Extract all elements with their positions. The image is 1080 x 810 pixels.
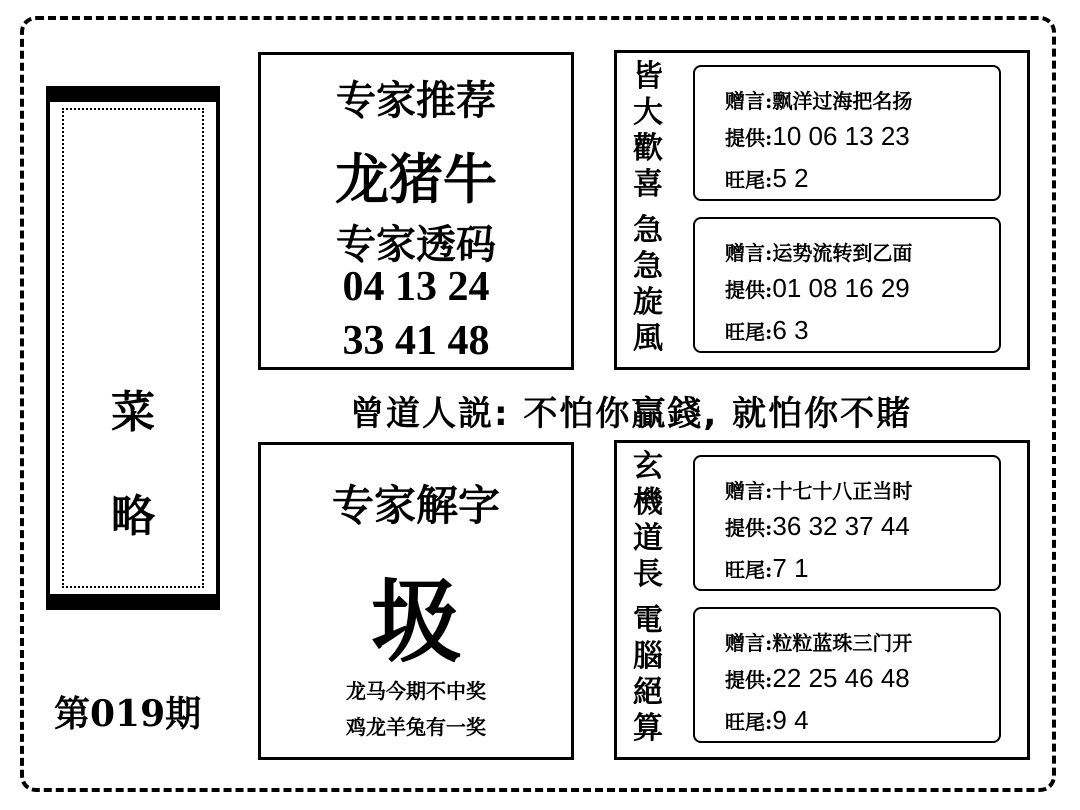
provide-row bbox=[725, 511, 910, 542]
tail-row bbox=[725, 705, 809, 736]
v-char: 喜 bbox=[633, 167, 663, 202]
riddle-line-1: 龙马今期不中奖 bbox=[346, 679, 486, 703]
gift-text: 赠言:粒粒蓝珠三门开 bbox=[725, 631, 913, 655]
tip-card bbox=[693, 455, 1001, 591]
provide-label: 提供: bbox=[725, 126, 773, 150]
provide-row bbox=[725, 273, 910, 304]
riddle-title: 专家解字 bbox=[331, 481, 500, 530]
tip-card bbox=[693, 65, 1001, 201]
provide-row bbox=[725, 663, 910, 694]
tip-card bbox=[693, 217, 1001, 353]
gift-text: 赠言:运势流转到乙面 bbox=[725, 241, 913, 265]
provide-numbers: 22 25 46 48 bbox=[772, 663, 910, 693]
provide-numbers: 36 32 37 44 bbox=[772, 511, 910, 541]
panel1-vertical-title-a bbox=[625, 59, 671, 203]
scroll-banner bbox=[46, 86, 220, 610]
v-char: 大 bbox=[633, 95, 663, 130]
provide-label: 提供: bbox=[725, 668, 773, 692]
recommend-animals: 龙猪牛 bbox=[335, 147, 497, 211]
v-char: 絕 bbox=[633, 675, 663, 710]
codes-line-1: 04 13 24 bbox=[342, 264, 490, 310]
v-char: 急 bbox=[633, 249, 663, 284]
recommend-title: 专家推荐 bbox=[336, 77, 496, 124]
provide-numbers: 01 08 16 29 bbox=[772, 273, 910, 303]
v-char: 機 bbox=[633, 485, 663, 520]
panel2-vertical-title-a bbox=[625, 449, 671, 593]
v-char: 急 bbox=[633, 213, 663, 248]
tips-panel-2 bbox=[614, 440, 1030, 760]
codes-line-2: 33 41 48 bbox=[342, 318, 490, 364]
expert-recommend-box bbox=[258, 52, 574, 370]
v-char: 皆 bbox=[633, 59, 663, 94]
expert-riddle-box bbox=[258, 442, 574, 760]
v-char: 風 bbox=[633, 321, 663, 356]
saying-line: 曾道人説: 不怕你贏錢, 就怕你不賭 bbox=[350, 394, 913, 434]
v-char: 歡 bbox=[633, 131, 663, 166]
panel2-vertical-title-b bbox=[625, 603, 671, 747]
tail-numbers: 6 3 bbox=[772, 315, 809, 345]
provide-label: 提供: bbox=[725, 278, 773, 302]
tail-numbers: 9 4 bbox=[772, 705, 809, 735]
v-char: 玄 bbox=[633, 449, 663, 484]
scroll-top-bar bbox=[46, 86, 220, 102]
scroll-bottom-bar bbox=[46, 594, 220, 610]
tail-label: 旺尾: bbox=[725, 558, 773, 582]
v-char: 算 bbox=[633, 711, 663, 746]
gift-text: 赠言:飘洋过海把名扬 bbox=[725, 89, 913, 113]
tail-label: 旺尾: bbox=[725, 710, 773, 734]
riddle-line-2: 鸡龙羊兔有一奖 bbox=[346, 715, 486, 739]
v-char: 旋 bbox=[633, 285, 663, 320]
tail-label: 旺尾: bbox=[725, 320, 773, 344]
provide-numbers: 10 06 13 23 bbox=[772, 121, 910, 151]
tail-numbers: 5 2 bbox=[772, 163, 809, 193]
v-char: 長 bbox=[633, 557, 663, 592]
riddle-character: 圾 bbox=[371, 569, 461, 675]
code-title: 专家透码 bbox=[336, 221, 496, 268]
tip-card bbox=[693, 607, 1001, 743]
tips-panel-1 bbox=[614, 50, 1030, 370]
v-char: 腦 bbox=[633, 639, 663, 674]
scroll-char-2: 略 bbox=[111, 491, 155, 542]
tail-row bbox=[725, 163, 809, 194]
scroll-char-1: 菜 bbox=[111, 387, 155, 438]
provide-row bbox=[725, 121, 910, 152]
gift-text: 赠言:十七十八正当时 bbox=[725, 479, 913, 503]
tail-row bbox=[725, 553, 809, 584]
issue-number: 第019期 bbox=[54, 693, 202, 735]
panel1-vertical-title-b bbox=[625, 213, 671, 357]
provide-label: 提供: bbox=[725, 516, 773, 540]
v-char: 電 bbox=[633, 603, 663, 638]
v-char: 道 bbox=[633, 521, 663, 556]
tail-numbers: 7 1 bbox=[772, 553, 809, 583]
tail-row bbox=[725, 315, 809, 346]
tail-label: 旺尾: bbox=[725, 168, 773, 192]
